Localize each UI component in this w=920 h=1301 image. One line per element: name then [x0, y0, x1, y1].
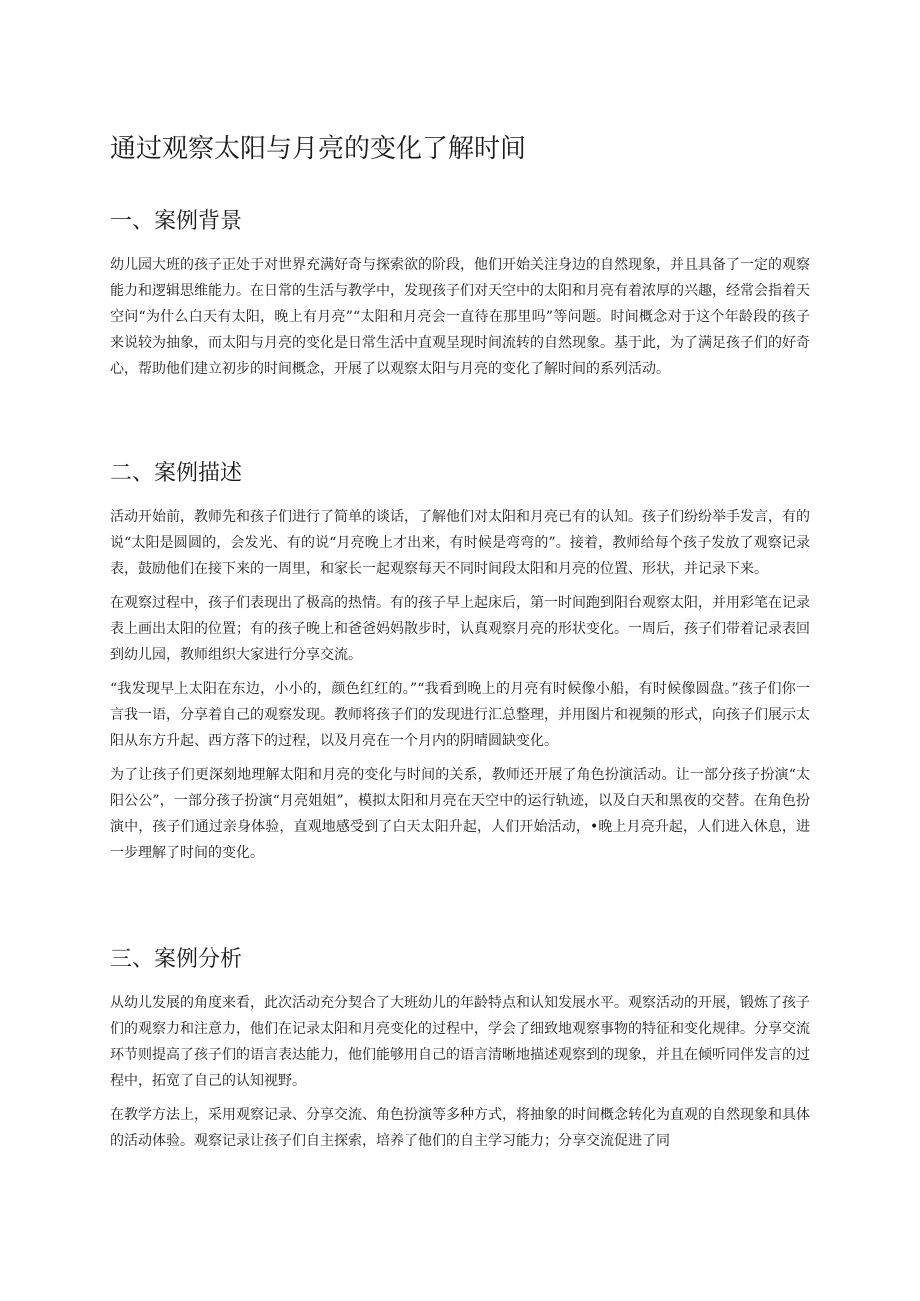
section-heading: 二、案例描述	[110, 461, 243, 486]
paragraph: 为了让孩子们更深刻地理解太阳和月亮的变化与时间的关系，教师还开展了角色扮演活动。让一部分孩子扮演“太阳公公”，一部分孩子扮演“月亮姐姐”，模拟太阳和月亮在天空中的运行轨迹，以及白天和黑夜的交替。在角色扮演中，孩子们通过亲身体验，直观地感受到了白天太阳升起，人们开始活动，•晚上月亮升起，人们进入休息，进一步理解了时间的变化。	[110, 767, 810, 861]
paragraph: 幼儿园大班的孩子正处于对世界充满好奇与探索欲的阶段，他们开始关注身边的自然现象，并且具备了一定的观察能力和逻辑思维能力。在日常的生活与教学中，发现孩子们对天空中的太阳和月亮有着浓厚的兴趣，经常会指着天空问“为什么白天有太阳，晚上有月亮”“太阳和月亮会一直待在那里吗”等问题。时间概念对于这个年龄段的孩子来说较为抽象，而太阳与月亮的变化是日常生活中直观呈现时间流转的自然现象。基于此，为了满足孩子们的好奇心，帮助他们建立初步的时间概念，开展了以观察太阳与月亮的变化了解时间的系列活动。	[110, 257, 810, 377]
document-title: 通过观察太阳与月亮的变化了解时间	[110, 134, 527, 164]
paragraph: 在观察过程中，孩子们表现出了极高的热情。有的孩子早上起床后，第一时间跑到阳台观察太阳，并用彩笔在记录表上画出太阳的位置；有的孩子晚上和爸爸妈妈散步时，认真观察月亮的形状变化。一周后，孩子们带着记录表回到幼儿园，教师组织大家进行分享交流。	[110, 595, 810, 663]
section-background	[110, 206, 810, 390]
paragraph: “我发现早上太阳在东边，小小的，颜色红红的。”“我看到晚上的月亮有时候像小船，有时候像圆盘。”孩子们你一言我一语，分享着自己的观察发现。教师将孩子们的发现进行汇总整理，并用图片和视频的形式，向孩子们展示太阳从东方升起、西方落下的过程，以及月亮在一个月内的阴晴圆缺变化。	[110, 681, 810, 749]
paragraph: 从幼儿发展的角度来看，此次活动充分契合了大班幼儿的年龄特点和认知发展水平。观察活动的开展，锻炼了孩子们的观察力和注意力，他们在记录太阳和月亮变化的过程中，学会了细致地观察事物的特征和变化规律。分享交流环节则提高了孩子们的语言表达能力，他们能够用自己的语言清晰地描述观察到的现象，并且在倾听同伴发言的过程中，拓宽了自己的认知视野。	[110, 995, 810, 1089]
paragraph: 活动开始前，教师先和孩子们进行了简单的谈话，了解他们对太阳和月亮已有的认知。孩子们纷纷举手发言，有的说“太阳是圆圆的，会发光、有的说“月亮晚上才出来，有时候是弯弯的”。接着，教师给每个孩子发放了观察记录表，鼓励他们在接下来的一周里，和家长一起观察每天不同时间段太阳和月亮的位置、形状，并记录下来。	[110, 509, 810, 577]
section-heading: 三、案例分析	[110, 947, 243, 972]
paragraph: 在教学方法上，采用观察记录、分享交流、角色扮演等多种方式，将抽象的时间概念转化为直观的自然现象和具体的活动体验。观察记录让孩子们自主探索，培养了他们的自主学习能力；分享交流促进了同	[110, 1107, 810, 1149]
section-heading: 一、案例背景	[110, 209, 243, 234]
section-description	[110, 458, 810, 874]
section-analysis	[110, 944, 810, 1162]
